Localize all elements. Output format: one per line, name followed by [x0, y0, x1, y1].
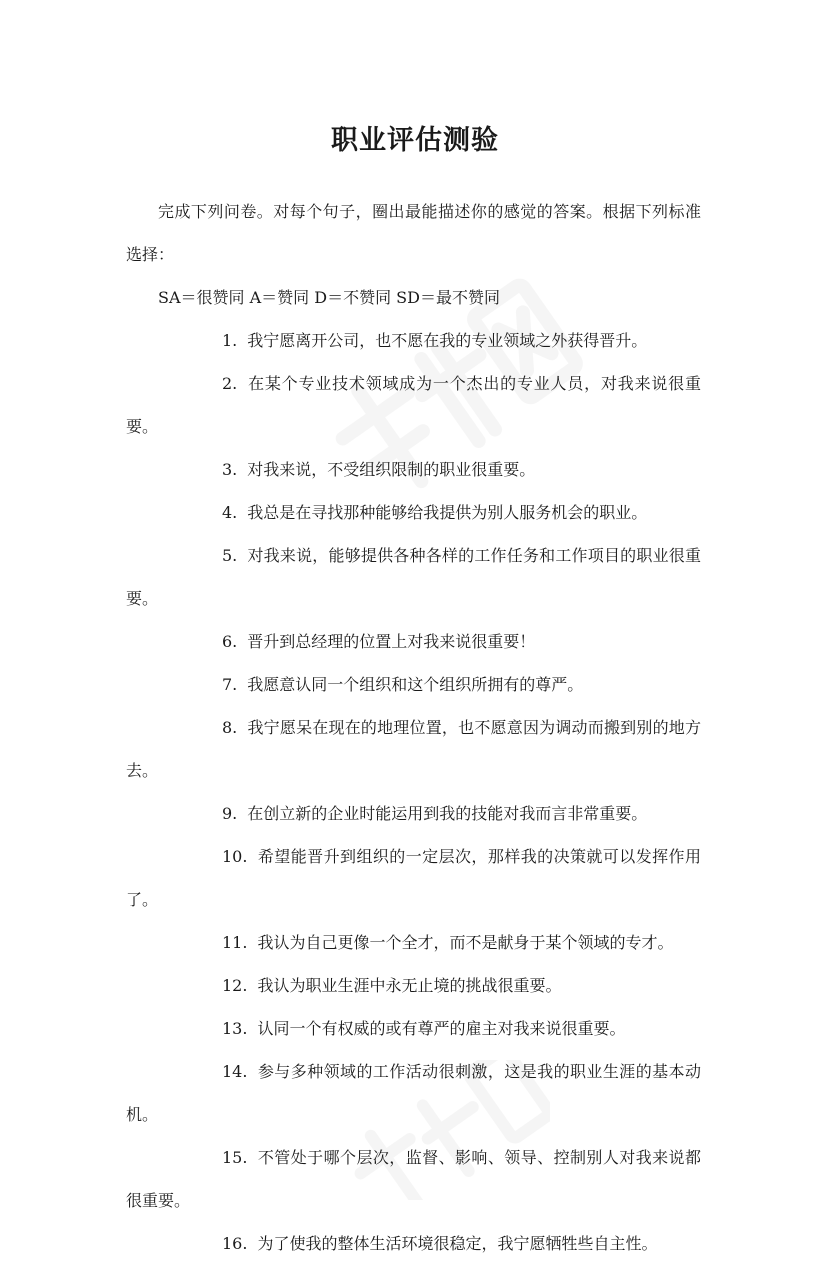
question-number: 15. [222, 1148, 248, 1167]
question-item [126, 835, 701, 921]
question-item [126, 362, 701, 448]
question-text: 我宁愿离开公司，也不愿在我的专业领域之外获得晋升。 [247, 331, 648, 350]
question-text: 希望能晋升到组织的一定层次，那样我的决策就可以发挥作用了。 [126, 847, 701, 909]
question-item [126, 706, 701, 792]
question-text: 不管处于哪个层次，监督、影响、领导、控制别人对我来说都很重要。 [126, 1148, 701, 1210]
question-number: 13. [222, 1019, 248, 1038]
question-text: 在某个专业技术领域成为一个杰出的专业人员，对我来说很重要。 [126, 374, 701, 436]
question-item [126, 1007, 701, 1050]
question-number: 9. [222, 804, 238, 823]
question-item [126, 1222, 701, 1265]
question-text: 参与多种领域的工作活动很刺激，这是我的职业生涯的基本动机。 [126, 1062, 701, 1124]
question-item [126, 491, 701, 534]
question-text: 为了使我的整体生活环境很稳定，我宁愿牺牲些自主性。 [257, 1234, 658, 1253]
question-text: 我总是在寻找那种能够给我提供为别人服务机会的职业。 [247, 503, 648, 522]
question-text: 在创立新的企业时能运用到我的技能对我而言非常重要。 [247, 804, 648, 823]
document-title: 职业评估测验 [331, 125, 499, 156]
question-text: 认同一个有权威的或有尊严的雇主对我来说很重要。 [257, 1019, 626, 1038]
question-number: 10. [222, 847, 248, 866]
question-text: 我认为职业生涯中永无止境的挑战很重要。 [257, 976, 562, 995]
question-number: 14. [222, 1062, 248, 1081]
question-number: 1. [222, 331, 238, 350]
question-text: 对我来说，能够提供各种各样的工作任务和工作项目的职业很重要。 [126, 546, 701, 608]
question-item [126, 964, 701, 1007]
question-number: 16. [222, 1234, 248, 1253]
question-text: 我宁愿呆在现在的地理位置，也不愿意因为调动而搬到别的地方去。 [126, 718, 701, 780]
question-number: 11. [222, 933, 248, 952]
question-number: 3. [222, 460, 238, 479]
document-body [126, 190, 701, 1265]
question-number: 8. [222, 718, 238, 737]
question-number: 7. [222, 675, 238, 694]
question-text: 我愿意认同一个组织和这个组织所拥有的尊严。 [247, 675, 584, 694]
question-item [126, 319, 701, 362]
question-item [126, 534, 701, 620]
question-text: 晋升到总经理的位置上对我来说很重要！ [247, 632, 536, 651]
question-item [126, 620, 701, 663]
question-item [126, 448, 701, 491]
question-number: 2. [222, 374, 238, 393]
question-item [126, 663, 701, 706]
question-item [126, 792, 701, 835]
question-item [126, 921, 701, 964]
question-number: 4. [222, 503, 238, 522]
rating-scale: SA＝很赞同 A＝赞同 D＝不赞同 SD＝最不赞同 [158, 288, 500, 307]
question-text: 对我来说，不受组织限制的职业很重要。 [247, 460, 536, 479]
question-number: 6. [222, 632, 238, 651]
intro-paragraph: 完成下列问卷。对每个句子，圈出最能描述你的感觉的答案。根据下列标准选择： [126, 202, 701, 264]
question-number: 12. [222, 976, 248, 995]
question-item [126, 1136, 701, 1222]
question-text: 我认为自己更像一个全才，而不是献身于某个领域的专才。 [257, 933, 674, 952]
question-number: 5. [222, 546, 238, 565]
question-list [126, 319, 701, 1265]
question-item [126, 1050, 701, 1136]
